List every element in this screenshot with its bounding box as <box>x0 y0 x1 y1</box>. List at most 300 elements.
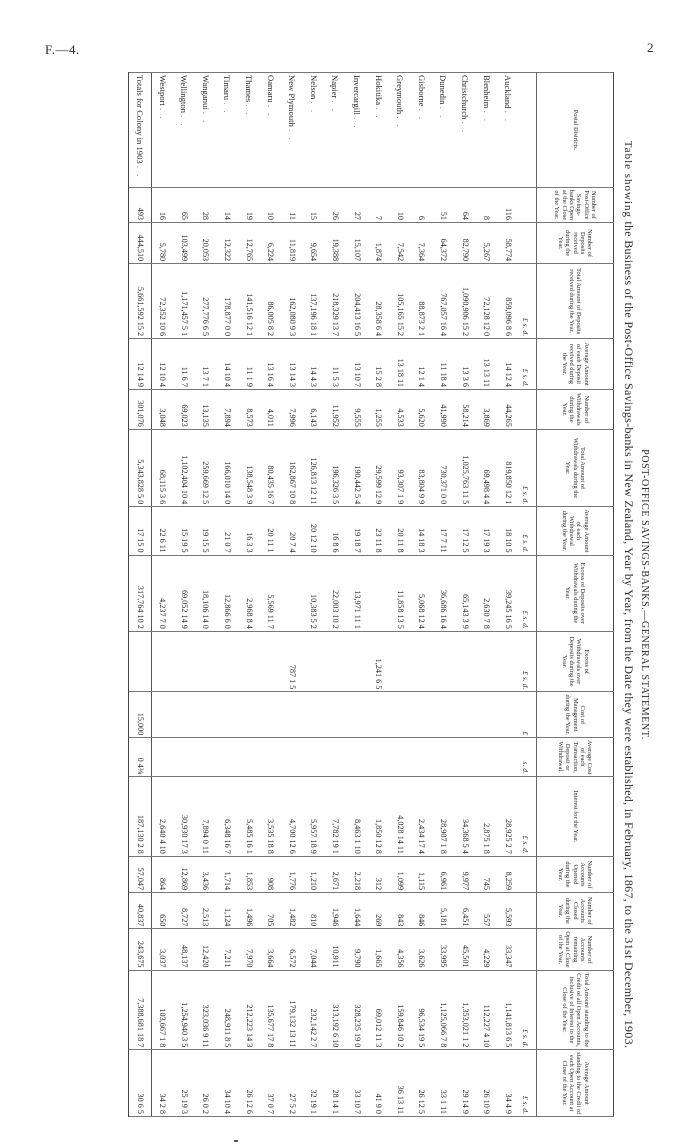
value-cell: 105,165 15 2 <box>389 264 411 339</box>
value-cell: 34 10 4 <box>217 1050 239 1117</box>
value-cell: 25 19 3 <box>174 1050 196 1117</box>
value-cell: 36,686 16 4 <box>433 555 455 631</box>
value-cell: 5,485 16 1 <box>238 776 260 856</box>
value-cell <box>325 631 347 691</box>
value-cell: 1,353,021 1 2 <box>454 970 476 1050</box>
district-cell <box>174 73 196 188</box>
value-cell: 15,107 <box>346 223 368 264</box>
value-cell: 34 4 9 <box>497 1050 519 1117</box>
value-cell: 65 <box>174 187 196 222</box>
value-cell: 12,322 <box>217 223 239 264</box>
value-cell: 178,877 0 0 <box>217 264 239 339</box>
value-cell: 6,961 <box>433 856 455 892</box>
value-cell: 64 <box>454 187 476 222</box>
column-header: Interest for the Year. <box>537 776 614 856</box>
value-cell: 28,907 1 8 <box>433 776 455 856</box>
district-label: Wanganui <box>200 75 211 110</box>
district-cell <box>217 73 239 188</box>
savings-bank-table <box>128 72 614 1117</box>
value-cell: 48,137 <box>174 929 196 970</box>
value-cell: 846 <box>411 893 433 929</box>
value-cell: 9,790 <box>346 929 368 970</box>
table-row <box>281 73 303 1117</box>
value-cell: 19 <box>238 187 260 222</box>
total-cell: 5,343,828 5 0 <box>129 429 152 506</box>
district-label: Christchurch <box>460 75 471 120</box>
value-cell: 5,068 12 4 <box>411 555 433 631</box>
scan-mark <box>234 1140 238 1142</box>
value-cell: 138,548 3 9 <box>238 429 260 506</box>
rotated-statement <box>105 72 650 1117</box>
value-cell: 248,911 8 5 <box>217 970 239 1050</box>
value-cell: 15 19 5 <box>174 507 196 555</box>
value-cell <box>303 738 325 777</box>
total-cell: 7,388,681 18 7 <box>129 970 152 1050</box>
value-cell: 27 5 2 <box>281 1050 303 1117</box>
unit-cell: £ s. d. <box>519 776 537 856</box>
district-label: Wellington <box>179 75 190 113</box>
value-cell: 20 11 8 <box>389 507 411 555</box>
value-cell: 7 <box>368 187 390 222</box>
leader-dots: . . <box>135 165 146 179</box>
value-cell: 13 7 1 <box>195 339 217 390</box>
value-cell: 88,873 2 1 <box>411 264 433 339</box>
table-row <box>151 73 173 1117</box>
unit-cell: £ s. d. <box>519 264 537 339</box>
value-cell: 12,866 6 0 <box>217 555 239 631</box>
value-cell: 843 <box>389 893 411 929</box>
value-cell: 1,125,066 7 8 <box>433 970 455 1050</box>
value-cell: 1,874 <box>368 223 390 264</box>
value-cell: 41 9 0 <box>368 1050 390 1117</box>
leader-dots: . . <box>200 111 211 125</box>
district-label: Blenheim <box>481 75 492 109</box>
value-cell: 7,996 <box>281 389 303 429</box>
value-cell: 11,819 <box>281 223 303 264</box>
value-cell: 12 1 4 <box>411 339 433 390</box>
value-cell: 34 2 8 <box>151 1050 173 1117</box>
value-cell <box>433 631 455 691</box>
value-cell: 72,128 12 0 <box>476 264 498 339</box>
value-cell: 28 <box>195 187 217 222</box>
unit-cell: s. d. <box>519 738 537 777</box>
column-header: Number of Withdrawals during the Year. <box>537 389 614 429</box>
unit-cell <box>519 223 537 264</box>
page-identifier: F.—4. <box>45 42 80 57</box>
total-cell: 5,661,592 15 2 <box>129 264 152 339</box>
value-cell <box>238 692 260 738</box>
value-cell: 41,990 <box>433 389 455 429</box>
value-cell: 277,776 6 5 <box>195 264 217 339</box>
value-cell: 1,714 <box>217 856 239 892</box>
value-cell <box>389 631 411 691</box>
district-label: Auckland <box>503 75 514 109</box>
value-cell: 58,774 <box>497 223 519 264</box>
value-cell: 26 10 9 <box>476 1050 498 1117</box>
column-header: Number of Deposits received during the Year. <box>537 223 614 264</box>
value-cell: 3,037 <box>151 929 173 970</box>
value-cell: 28,925 2 7 <box>497 776 519 856</box>
table-row <box>303 73 325 1117</box>
value-cell: 4,356 <box>389 929 411 970</box>
value-cell: 13 10 7 <box>346 339 368 390</box>
value-cell: 11 <box>281 187 303 222</box>
value-cell: 17 7 11 <box>433 507 455 555</box>
value-cell: 159,846 10 2 <box>389 970 411 1050</box>
district-label: Thames <box>244 75 255 103</box>
value-cell: 13,971 11 1 <box>346 555 368 631</box>
value-cell: 14 4 3 <box>303 339 325 390</box>
value-cell: 13 18 11 <box>389 339 411 390</box>
value-cell: 16 3 3 <box>238 507 260 555</box>
district-cell <box>476 73 498 188</box>
value-cell: 22,003 10 2 <box>325 555 347 631</box>
value-cell: 787 1 5 <box>281 631 303 691</box>
district-label: New Plymouth <box>287 75 298 127</box>
value-cell <box>174 738 196 777</box>
table-row <box>433 73 455 1117</box>
value-cell <box>346 692 368 738</box>
value-cell: 51 <box>433 187 455 222</box>
district-cell <box>303 73 325 188</box>
value-cell: 10,383 5 2 <box>303 555 325 631</box>
district-cell <box>195 73 217 188</box>
value-cell: 14 <box>217 187 239 222</box>
column-header: Number of Accounts Opened during the Year. <box>537 856 614 892</box>
value-cell: 64,372 <box>433 223 455 264</box>
value-cell <box>195 631 217 691</box>
value-cell <box>368 555 390 631</box>
district-label: Oamaru <box>265 75 276 103</box>
value-cell: 83,804 9 9 <box>411 429 433 506</box>
value-cell: 730,371 0 0 <box>433 429 455 506</box>
value-cell: 29,599 12 9 <box>368 429 390 506</box>
unit-cell: £ s. d. <box>519 970 537 1050</box>
value-cell <box>476 631 498 691</box>
value-cell: 5,957 18 9 <box>303 776 325 856</box>
value-cell: 204,413 16 5 <box>346 264 368 339</box>
value-cell: 18 10 5 <box>497 507 519 555</box>
value-cell: 69,012 11 3 <box>368 970 390 1050</box>
value-cell <box>260 738 282 777</box>
value-cell: 32 19 1 <box>303 1050 325 1117</box>
column-header: Postal Districts. <box>537 73 614 188</box>
column-header: Number of Post-Office Savings-banks Open at the Close of the Year. <box>537 187 614 222</box>
value-cell: 1,171,457 5 1 <box>174 264 196 339</box>
value-cell: 1,853 <box>238 856 260 892</box>
unit-cell: £ s. d. <box>519 1050 537 1117</box>
value-cell: 19 18 7 <box>346 507 368 555</box>
leader-dots: . . <box>244 104 255 117</box>
value-cell: 6 <box>411 187 433 222</box>
value-cell: 14 12 4 <box>497 339 519 390</box>
header-row <box>537 73 614 1117</box>
value-cell: 6,451 <box>454 893 476 929</box>
value-cell: 6,224 <box>260 223 282 264</box>
value-cell: 232,142 2 7 <box>303 970 325 1050</box>
value-cell: 5,780 <box>151 223 173 264</box>
value-cell <box>195 738 217 777</box>
unit-cell <box>519 73 537 188</box>
value-cell: 19 15 5 <box>195 507 217 555</box>
value-cell <box>346 738 368 777</box>
value-cell: 3,436 <box>195 856 217 892</box>
value-cell: 1,115 <box>411 856 433 892</box>
value-cell: 4,237 7 0 <box>151 555 173 631</box>
value-cell: 12 10 4 <box>151 339 173 390</box>
value-cell: 745 <box>476 856 498 892</box>
value-cell <box>217 738 239 777</box>
table-body <box>129 73 537 1117</box>
totals-row <box>129 73 152 1117</box>
value-cell: 3,869 <box>476 389 498 429</box>
value-cell: 908 <box>260 856 282 892</box>
value-cell: 810 <box>303 893 325 929</box>
statement-subtitle-line <box>621 72 636 1117</box>
district-cell <box>454 73 476 188</box>
column-header: Excess of Deposits over Withdrawals during the Year. <box>537 555 614 631</box>
value-cell: 1,102,404 10 4 <box>174 429 196 506</box>
total-cell: 15,000 <box>129 692 152 738</box>
value-cell <box>303 631 325 691</box>
value-cell: 86,005 8 2 <box>260 264 282 339</box>
leader-dots: . . <box>265 104 276 118</box>
value-cell <box>325 738 347 777</box>
unit-cell: £ <box>519 692 537 738</box>
leader-dots: . . <box>222 102 233 115</box>
value-cell: 15 2 8 <box>368 339 390 390</box>
value-cell: 1,210 <box>303 856 325 892</box>
value-cell: 259,669 12 5 <box>195 429 217 506</box>
district-label: Hokitika <box>373 75 384 106</box>
value-cell: 767,057 16 4 <box>433 264 455 339</box>
value-cell: 557 <box>476 893 498 929</box>
value-cell: 8,463 1 10 <box>346 776 368 856</box>
value-cell: 5,181 <box>433 893 455 929</box>
leader-dots: . . <box>481 110 492 124</box>
value-cell: 23 11 8 <box>368 507 390 555</box>
value-cell: 72,352 10 6 <box>151 264 173 339</box>
value-cell <box>281 555 303 631</box>
table-row <box>195 73 217 1117</box>
district-cell <box>389 73 411 188</box>
column-header: Total Amount of Deposits received during the Year. <box>537 264 614 339</box>
value-cell: 13 16 4 <box>260 339 282 390</box>
unit-cell: £ s. d. <box>519 631 537 691</box>
totals-label-cell <box>129 73 152 188</box>
total-cell: 444,510 <box>129 223 152 264</box>
value-cell: 5,569 11 7 <box>260 555 282 631</box>
unit-cell: £ s. d. <box>519 429 537 506</box>
value-cell: 13 14 3 <box>281 339 303 390</box>
value-cell: 103,499 <box>174 223 196 264</box>
table-row <box>325 73 347 1117</box>
value-cell: 103,667 1 8 <box>151 970 173 1050</box>
value-cell: 28 14 1 <box>325 1050 347 1117</box>
value-cell: 196,326 3 5 <box>325 429 347 506</box>
value-cell: 1,124 <box>217 893 239 929</box>
page-number: 2 <box>647 40 654 55</box>
value-cell: 2,218 <box>346 856 368 892</box>
column-header: Number of Accounts remaining Open at Close of the Year. <box>537 929 614 970</box>
value-cell: 37 0 7 <box>260 1050 282 1117</box>
value-cell: 162,080 9 3 <box>281 264 303 339</box>
value-cell: 8,727 <box>174 893 196 929</box>
value-cell: 65,143 3 9 <box>454 555 476 631</box>
value-cell: 44,265 <box>497 389 519 429</box>
leader-dots: . . <box>438 106 449 120</box>
value-cell: 7,044 <box>303 929 325 970</box>
value-cell: 33,995 <box>433 929 455 970</box>
value-cell: 93,307 1 9 <box>389 429 411 506</box>
value-cell: 864 <box>151 856 173 892</box>
unit-cell: £ s. d. <box>519 507 537 555</box>
value-cell: 16 <box>151 187 173 222</box>
value-cell <box>174 692 196 738</box>
value-cell: 112,227 4 10 <box>476 970 498 1050</box>
total-cell: 243,675 <box>129 929 152 970</box>
value-cell: 1,850 12 8 <box>368 776 390 856</box>
value-cell: 13 3 6 <box>454 339 476 390</box>
unit-cell <box>519 389 537 429</box>
value-cell: 2,513 <box>195 893 217 929</box>
value-cell: 11,952 <box>325 389 347 429</box>
value-cell: 1,946 <box>325 893 347 929</box>
value-cell: 2,630 7 8 <box>476 555 498 631</box>
district-label: Invercargill <box>352 75 363 115</box>
unit-cell <box>519 929 537 970</box>
value-cell: 116 <box>497 187 519 222</box>
value-cell <box>174 631 196 691</box>
value-cell <box>433 692 455 738</box>
value-cell <box>151 631 173 691</box>
table-row <box>497 73 519 1117</box>
statement-subtitle: the Business of the Post-Office Savings-banks in New Zealand, Year by Year, from the Date they were established, in February, 1867, to the 31st December, 1903. <box>622 221 636 1049</box>
value-cell: 13,135 <box>195 389 217 429</box>
value-cell: 17 12 5 <box>454 507 476 555</box>
leader-dots: . . <box>157 107 168 121</box>
total-cell: 493 <box>129 187 152 222</box>
value-cell: 650 <box>151 893 173 929</box>
district-label: Greymouth <box>395 75 406 115</box>
table-row <box>238 73 260 1117</box>
value-cell: 14 10 4 <box>217 339 239 390</box>
column-header: Total Amount of Withdrawals during the Year. <box>537 429 614 506</box>
table-row <box>368 73 390 1117</box>
value-cell: 29 14 9 <box>454 1050 476 1117</box>
value-cell: 20 7 4 <box>281 507 303 555</box>
value-cell: 323,036 9 11 <box>195 970 217 1050</box>
district-label: Napier <box>330 75 341 99</box>
value-cell: 20 12 10 <box>303 507 325 555</box>
value-cell: 3,535 18 8 <box>260 776 282 856</box>
table-row <box>476 73 498 1117</box>
value-cell: 4,028 14 11 <box>389 776 411 856</box>
value-cell <box>497 738 519 777</box>
column-header: Cost of Management during the Year. <box>537 692 614 738</box>
table-row <box>346 73 368 1117</box>
value-cell <box>346 631 368 691</box>
leader-dots: . . <box>503 110 514 124</box>
value-cell: 11,858 13 5 <box>389 555 411 631</box>
value-cell: 859,096 8 6 <box>497 264 519 339</box>
total-cell: 57,047 <box>129 856 152 892</box>
value-cell: 39,245 16 5 <box>497 555 519 631</box>
value-cell: 1,254,940 3 5 <box>174 970 196 1050</box>
value-cell: 126,813 12 11 <box>303 429 325 506</box>
table-row <box>217 73 239 1117</box>
value-cell: 141,516 12 1 <box>238 264 260 339</box>
statement-lead: Table showing <box>622 140 634 219</box>
value-cell: 162,867 10 8 <box>281 429 303 506</box>
leader-dots: . . <box>395 116 406 129</box>
value-cell <box>476 692 498 738</box>
value-cell: 58,214 <box>454 389 476 429</box>
unit-cell <box>519 893 537 929</box>
value-cell: 22 6 11 <box>151 507 173 555</box>
district-label: Nelson <box>308 75 319 100</box>
total-cell <box>129 631 152 691</box>
leader-dots: . . <box>287 128 298 142</box>
value-cell <box>238 631 260 691</box>
district-cell <box>260 73 282 188</box>
value-cell: 26 12 5 <box>411 1050 433 1117</box>
value-cell: 13 13 11 <box>476 339 498 390</box>
value-cell: 27 <box>346 187 368 222</box>
column-header: Excess of Withdrawals over Deposits during the Year. <box>537 631 614 691</box>
value-cell: 11 6 7 <box>174 339 196 390</box>
value-cell: 2,671 <box>325 856 347 892</box>
value-cell <box>389 692 411 738</box>
value-cell: 1,099 <box>389 856 411 892</box>
value-cell: 68,115 3 6 <box>151 429 173 506</box>
value-cell: 2,875 1 8 <box>476 776 498 856</box>
leader-dots: . . <box>179 115 190 128</box>
value-cell <box>260 631 282 691</box>
value-cell: 82,790 <box>454 223 476 264</box>
leader-dots: . . <box>352 117 363 130</box>
value-cell: 9,555 <box>346 389 368 429</box>
value-cell: 19,388 <box>325 223 347 264</box>
value-cell: 18,106 14 0 <box>195 555 217 631</box>
value-cell <box>497 631 519 691</box>
value-cell: 26 <box>325 187 347 222</box>
table-row <box>411 73 433 1117</box>
value-cell <box>368 738 390 777</box>
value-cell: 4,700 12 6 <box>281 776 303 856</box>
value-cell: 7,364 <box>411 223 433 264</box>
value-cell: 269 <box>368 893 390 929</box>
column-header: Average Amount standing to the Credit of each Open Account at Close of the Year. <box>537 1050 614 1117</box>
value-cell: 45,501 <box>454 929 476 970</box>
total-cell: 30 6 5 <box>129 1050 152 1117</box>
district-label: Dunedin <box>438 75 449 105</box>
value-cell: 166,010 14 0 <box>217 429 239 506</box>
total-cell: 0 4⅜ <box>129 738 152 777</box>
total-cell: 40,837 <box>129 893 152 929</box>
total-cell: 17 15 0 <box>129 507 152 555</box>
value-cell: 11 18 4 <box>433 339 455 390</box>
district-cell <box>411 73 433 188</box>
value-cell: 69,023 <box>174 389 196 429</box>
district-cell <box>281 73 303 188</box>
value-cell: 16 8 6 <box>325 507 347 555</box>
value-cell <box>454 692 476 738</box>
value-cell: 135,677 17 8 <box>260 970 282 1050</box>
value-cell: 7,782 19 1 <box>325 776 347 856</box>
value-cell: 2,968 8 4 <box>238 555 260 631</box>
table-row <box>174 73 196 1117</box>
